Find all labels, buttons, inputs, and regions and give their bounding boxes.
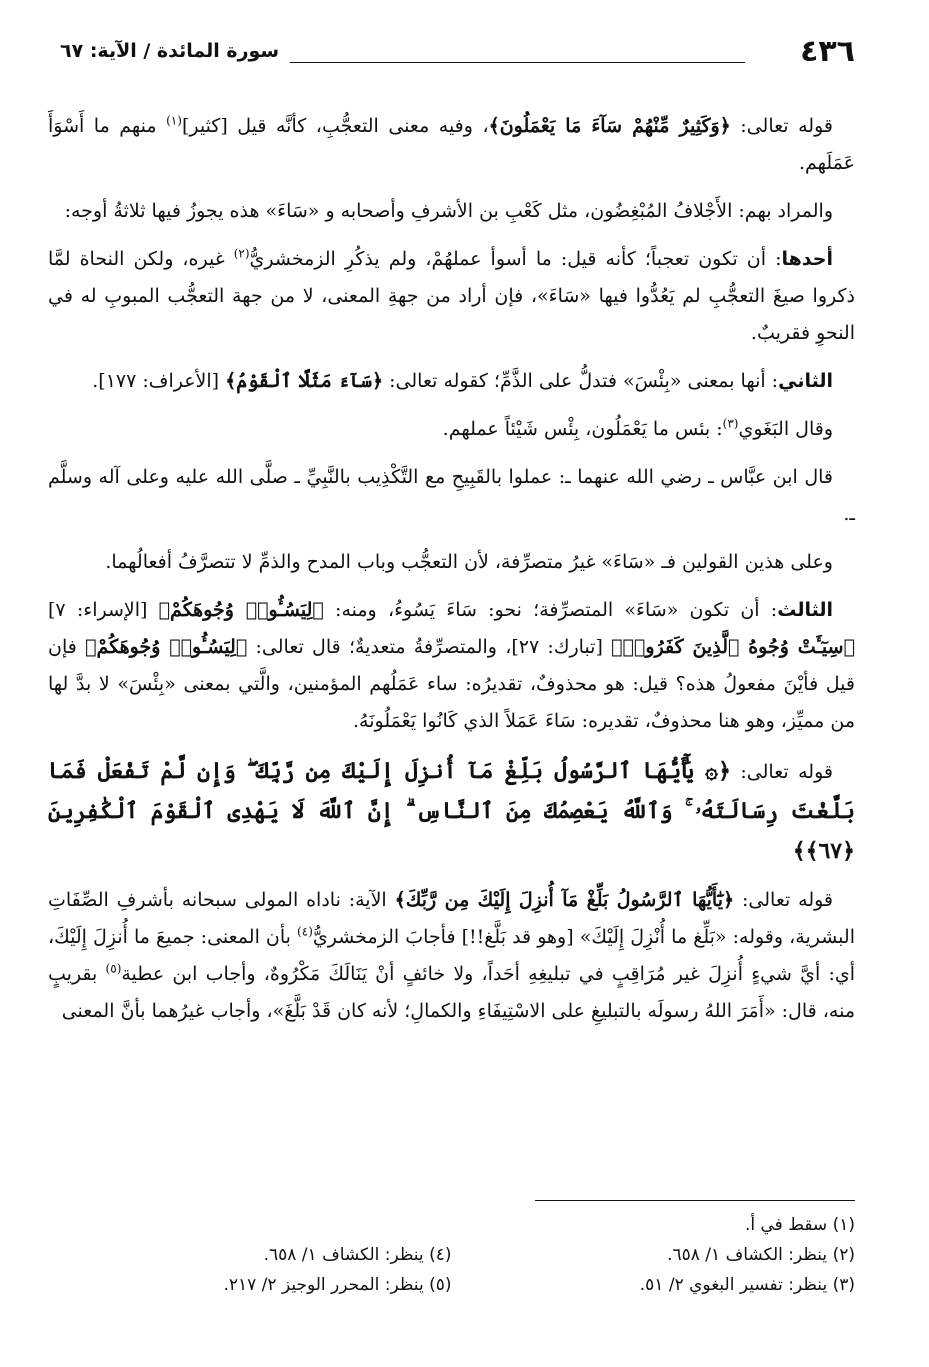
section-label: أحدها (781, 248, 833, 270)
footnote-ref: (١) (166, 113, 182, 128)
quran-verse: ﴿۞ يَٰٓأَيُّهَا ٱلرَّسُولُ بَلِّغْ مَآ أُنزِلَ إِلَيْكَ مِن رَّبِّكَ ۖ وَإِن لَّمْ تَفْعَلْ فَمَا بَلَّغْتَ رِسَالَتَهُۥ ۚ وَٱللَّهُ يَعْصِمُكَ مِنَ ٱلنَّاسِ ۗ إِنَّ ٱللَّهَ لَا يَهْدِى ٱلْقَوْمَ ٱلْكَٰفِرِينَ ﴿٦٧﴾﴾ (48, 758, 855, 864)
quran-verse: ﴿وَكَثِيرٌ مِّنْهُمْ سَآءَ مَا يَعْمَلُونَ﴾ (488, 115, 731, 137)
text: قوله تعالى: (730, 761, 833, 783)
text: بقريبٍ منه، قال: «أَمَرَ اللهُ رسولَه بالتبليغِ على الاسْتِيفَاءِ والكمالِ؛ لأنه كان قَدْ بَلَّغَ»، وأجاب غيرُهما بأنَّ المعنى (48, 963, 855, 1022)
text: : أن تكون «سَاءَ» المتصرِّفة؛ نحو: سَاءَ يَسُوءُ، ومنه: (323, 599, 778, 621)
footnote-5: (٥) ينظر: المحرر الوجيز ٢/ ٢١٧. (223, 1275, 452, 1295)
footnote-row (48, 1270, 855, 1300)
main-text (48, 108, 855, 1041)
page-number: ٤٣٦ (800, 34, 855, 69)
paragraph-2 (48, 193, 855, 230)
text: قوله تعالى: (734, 889, 834, 911)
section-label: الثاني (778, 370, 833, 392)
paragraph-3 (48, 241, 855, 352)
text: الآية: ناداه المولى سبحانه بأشرفِ الصِّفَاتِ البشرية، وقوله: «بَلِّغ ما أُنْزِلَ إِلَيْكَ» [وهو قد بَلَّغ!!] فأجابَ الزمخشريُّ (48, 889, 855, 948)
paragraph-5 (48, 411, 855, 448)
footnote-2: (٢) ينظر: الكشاف ١/ ٦٥٨. (667, 1245, 855, 1265)
running-head: سورة المائدة / الآية: ٦٧ (60, 40, 280, 62)
quran-verse: ﴿لِيَسُـُٔوا۟ وُجُوهَكُمْ﴾ (158, 599, 324, 621)
text: [الإسراء: ٧] (48, 599, 159, 621)
text: فإن قيل فأيْنَ مفعولُ هذه؟ قيل: هو محذوفٌ، تقديرُه: ساء عَمَلُهم المؤمنين، والَّتي بمعنى «بِئْسَ» لا بدَّ لها من مميِّز، وهو هنا محذوفٌ، تقديره: سَاءَ عَمَلاً الذي كَانُوا يَعْمَلُونَهُ. (48, 636, 855, 732)
text: قوله تعالى: (730, 115, 833, 137)
quran-verse: ﴿يَٰٓأَيُّهَا ٱلرَّسُولُ بَلِّغْ مَآ أُنزِلَ إِلَيْكَ مِن رَّبِّكَ﴾ (394, 889, 735, 911)
page-header (60, 34, 855, 74)
footnote-3: (٣) ينظر: تفسير البغوي ٢/ ٥١. (639, 1275, 855, 1295)
footnote-ref: (٢) (233, 246, 250, 261)
text: بأن المعنى: جميعَ ما أُنزِلَ إِلَيْكَ، أي: أيَّ شيءٍ أُنزِلَ غير مُرَاقِبٍ في تبليغِهِ أحَداً، ولا خائفٍ أنْ يَنَالَكَ مَكْرُوهٌ، وأجاب ابن عطية (48, 926, 855, 985)
footnote-1: (١) سقط في أ. (744, 1215, 855, 1235)
text: ، وفيه معنى التعجُّبِ، كأنَّه قيل [كثير] (181, 115, 489, 137)
footnote-ref: (٣) (722, 416, 739, 431)
footnote-ref: (٥) (105, 961, 122, 976)
text: [الأعراف: ١٧٧]. (92, 370, 226, 392)
footnote-row (48, 1240, 855, 1270)
paragraph-8 (48, 592, 855, 740)
text: : أنها بمعنى «بِئْسَ» فتدلُّ على الذَّمِّ؛ كقوله تعالى: (383, 370, 779, 392)
paragraph-7 (48, 544, 855, 581)
text: غيره، ولكن النحاة لمَّا ذكروا صيغَ التعجُّبِ لم يَعُدُّوا فيها «سَاءَ»، فإن أراد من جهةِ المعنى، لا من جهة التعجُّب المبوبِ له في النحوِ فقريبٌ. (48, 248, 855, 344)
quran-verse: ﴿سَآءَ مَثَلًا ٱلْقَوْمُ﴾ (225, 370, 384, 392)
quran-verse: ﴿سِيٓـَٔتْ وُجُوهُ ٱلَّذِينَ كَفَرُوا۟﴾ (611, 636, 855, 658)
footnote-4: (٤) ينظر: الكشاف ١/ ٦٥٨. (263, 1245, 452, 1265)
text: وعلى هذين القولين فـ «سَاءَ» غيرُ متصرِّفة، لأن التعجُّب وباب المدح والذمِّ لا تتصرَّفُ أفعالُهما. (105, 551, 833, 573)
paragraph-6 (48, 459, 855, 533)
footnote-row (48, 1210, 855, 1240)
footnote-ref: (٤) (297, 924, 313, 939)
paragraph-9 (48, 751, 855, 871)
text: : أن تكون تعجباً؛ كأنه قيل: ما أسوأ عملهُمْ، ولم يذكُرِ الزمخشريُّ (249, 248, 782, 270)
section-label: الثالث (777, 599, 833, 621)
text: [تبارك: ٢٧]، والمتصرِّفةُ متعديةٌ؛ قال تعالى: (247, 636, 612, 658)
paragraph-4 (48, 363, 855, 400)
text: منهم ما أَسْوَأَ عَمَلَهم. (48, 115, 855, 174)
footnotes (48, 1210, 855, 1300)
quran-verse: ﴿لِيَسُـُٔوا۟ وُجُوهَكُمْ﴾ (85, 636, 248, 658)
footnote-rule (535, 1200, 855, 1201)
text: والمراد بهم: الأَجْلافُ المُبْغِضُون، مثل كَعْبِ بن الأشرفِ وأصحابه و «سَاءَ» هذه يجوزُ فيها ثلاثةُ أوجه: (64, 200, 833, 222)
paragraph-10 (48, 882, 855, 1030)
text: وقال البَغَوي (738, 418, 833, 440)
text: قال ابن عبَّاس ـ رضي الله عنهما ـ: عملوا بالقَبِيحِ مع التَّكْذِيب بالنَّبِيِّ ـ صلَّى الله عليه وعلى آله وسلَّم ـ. (48, 466, 855, 525)
header-rule (290, 62, 745, 63)
text: : بئس ما يَعْمَلُون، بِئْس شَيْئاً عملهم. (442, 418, 723, 440)
paragraph-1 (48, 108, 855, 182)
